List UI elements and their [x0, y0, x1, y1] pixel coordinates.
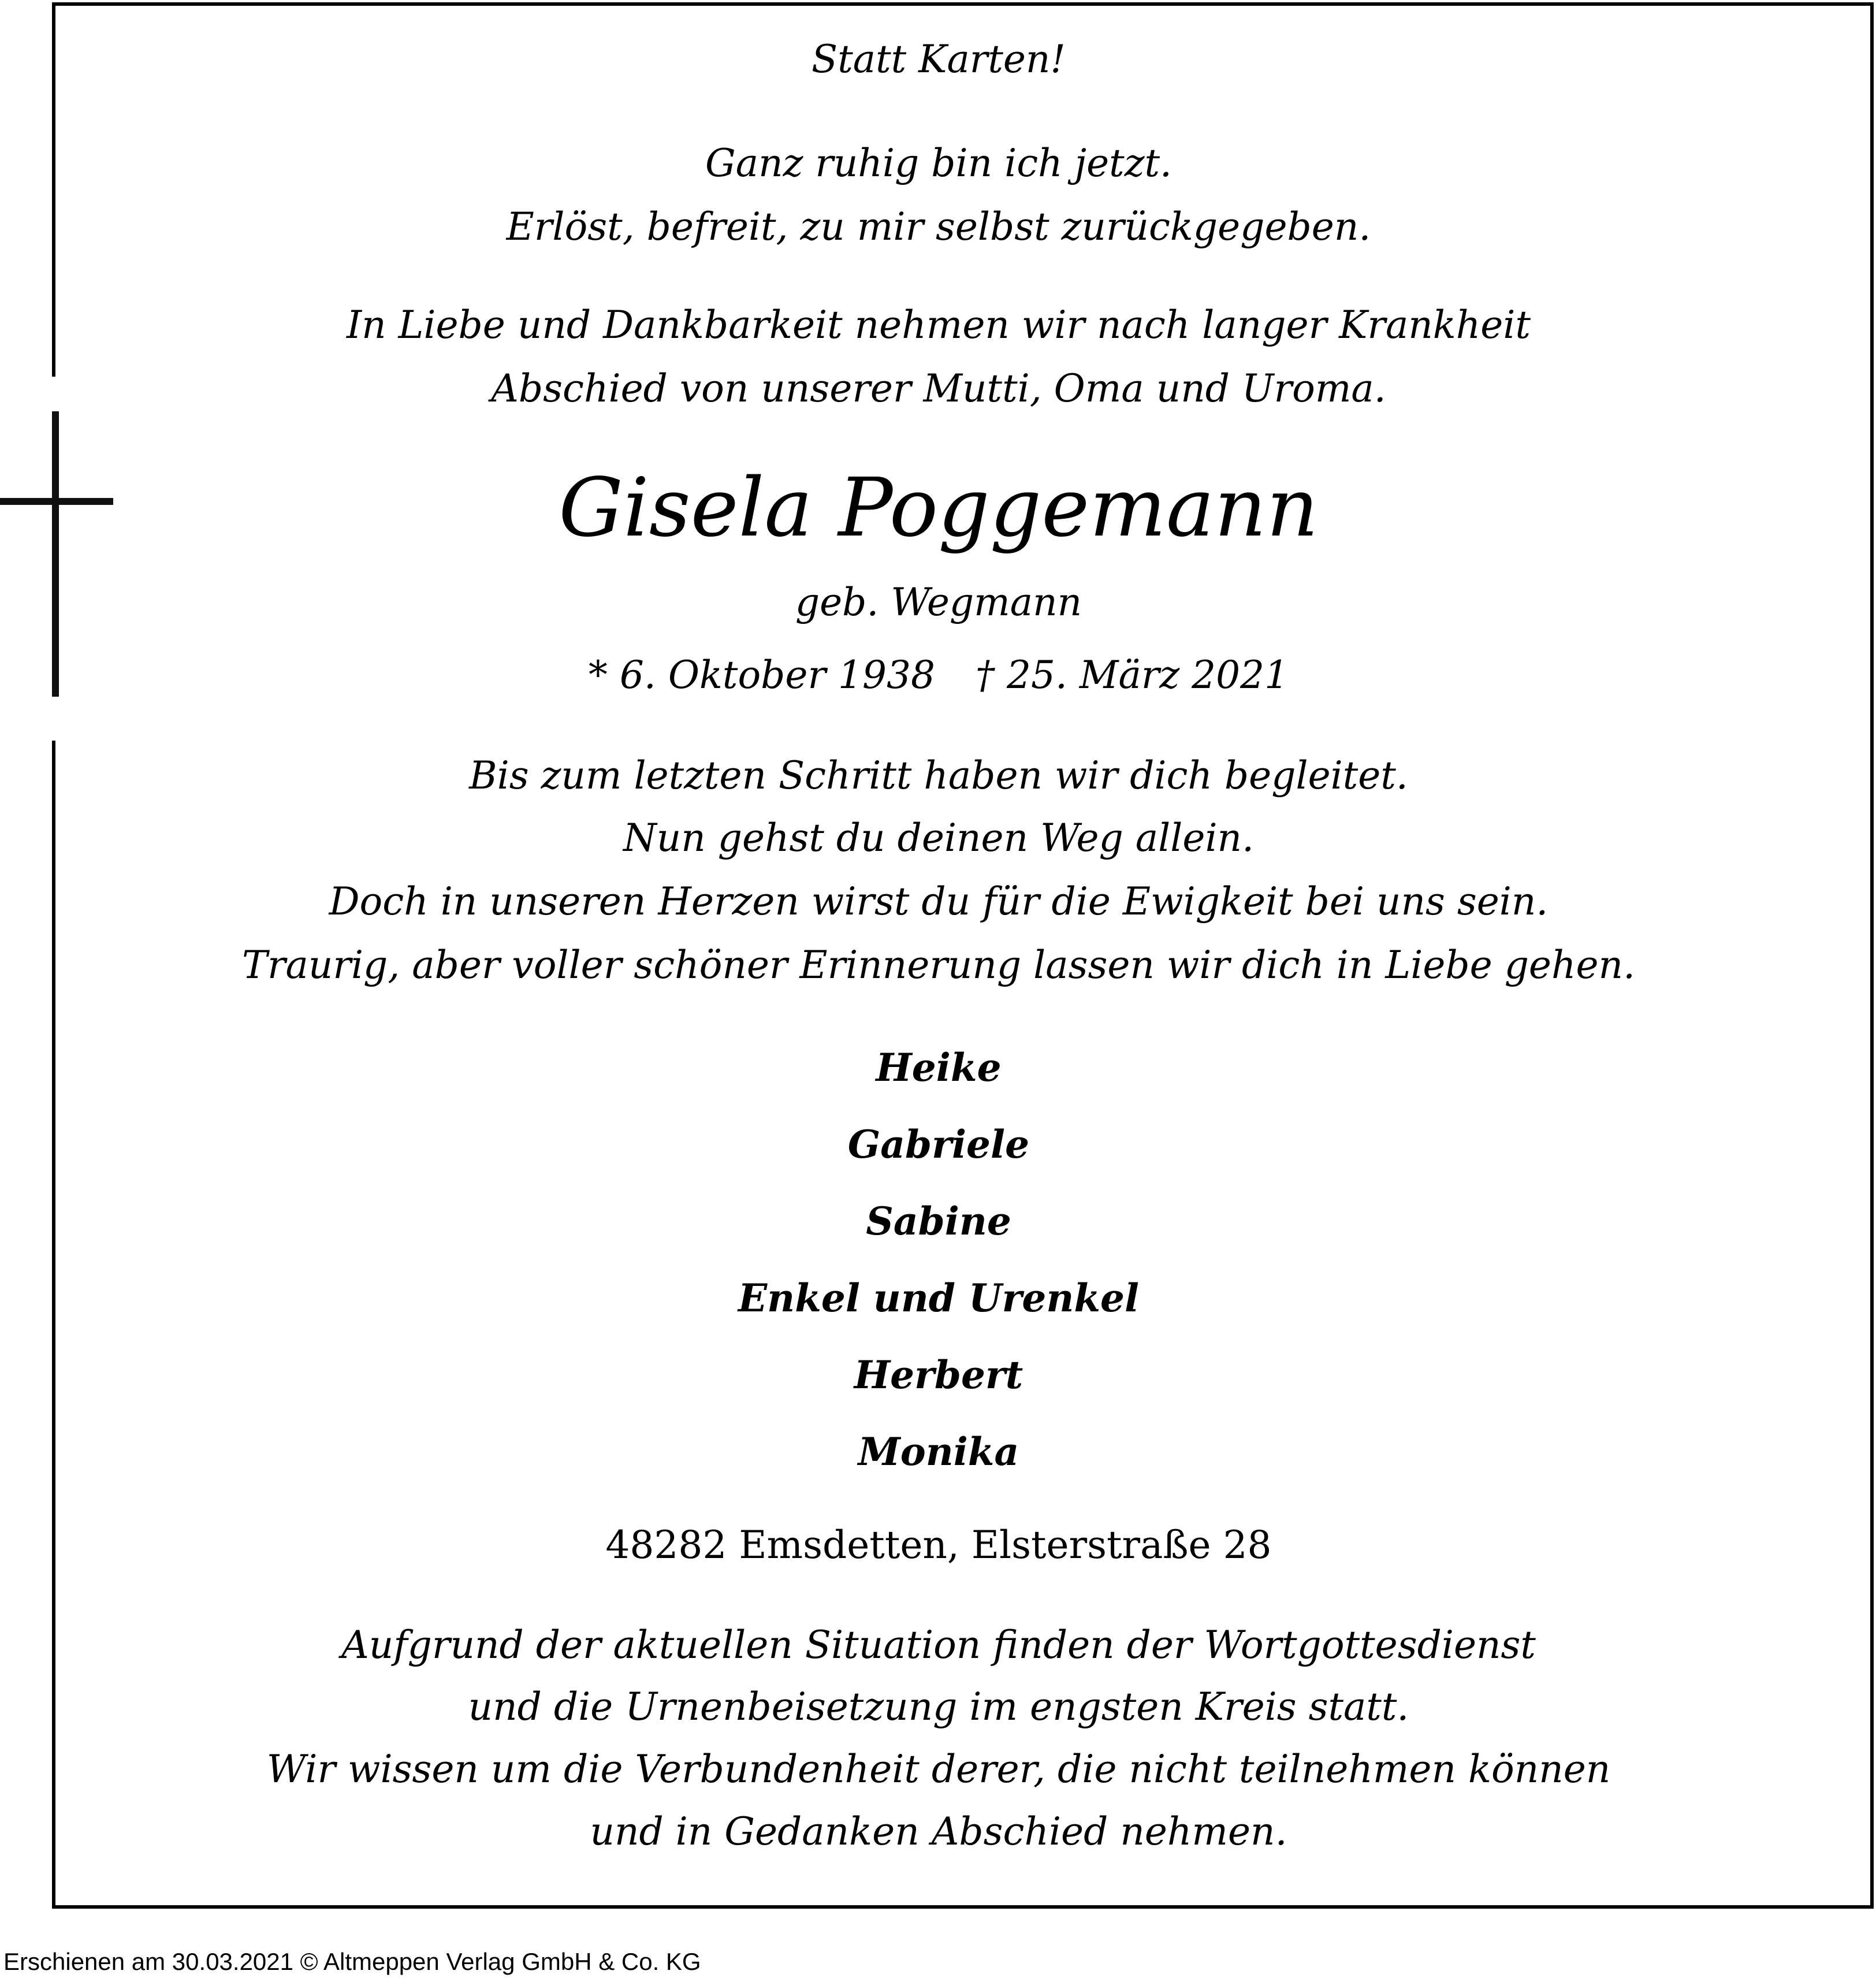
cross-vertical-bar — [52, 411, 59, 697]
frame-border-right — [1870, 2, 1874, 1909]
family-member: Gabriele — [847, 1122, 1030, 1167]
frame-border-left-upper — [52, 2, 55, 377]
closing-line-4: und in Gedanken Abschied nehmen. — [590, 1809, 1287, 1854]
frame-border-left-lower — [52, 741, 55, 1909]
family-member: Sabine — [866, 1199, 1011, 1244]
poem-top-line-2: Erlöst, befreit, zu mir selbst zurückgegeben. — [506, 205, 1371, 249]
closing-line-3: Wir wissen um die Verbundenheit derer, die nicht teilnehmen können — [266, 1747, 1611, 1791]
poem-bottom-line-1: Bis zum letzten Schritt haben wir dich begleitet. — [469, 753, 1408, 798]
poem-top-line-1: Ganz ruhig bin ich jetzt. — [705, 141, 1172, 185]
birth-name: geb. Wegmann — [795, 580, 1082, 624]
frame-border-top — [52, 2, 1874, 6]
family-member: Herbert — [854, 1352, 1023, 1397]
publication-credit: Erschienen am 30.03.2021 © Altmeppen Verlag GmbH & Co. KG — [3, 1948, 701, 1975]
cross-icon — [0, 411, 116, 697]
family-member: Enkel und Urenkel — [738, 1276, 1140, 1321]
deceased-name: Gisela Poggemann — [559, 461, 1319, 555]
frame-border-bottom — [52, 1905, 1874, 1909]
family-member: Monika — [858, 1429, 1019, 1474]
death-date: † 25. März 2021 — [975, 653, 1289, 697]
intro-line-1: In Liebe und Dankbarkeit nehmen wir nach langer Krankheit — [347, 303, 1531, 347]
closing-line-2: und die Urnenbeisetzung im engsten Kreis statt. — [468, 1685, 1409, 1729]
poem-bottom-line-2: Nun gehst du deinen Weg allein. — [623, 816, 1255, 860]
poem-bottom-line-4: Traurig, aber voller schöner Erinnerung lassen wir dich in Liebe gehen. — [241, 943, 1636, 987]
intro-line-2: Abschied von unserer Mutti, Oma und Uroma. — [491, 366, 1386, 411]
poem-bottom-line-3: Doch in unseren Herzen wirst du für die Ewigkeit bei uns sein. — [329, 879, 1549, 924]
address: 48282 Emsdetten, Elsterstraße 28 — [605, 1523, 1272, 1567]
birth-date: * 6. Oktober 1938 — [588, 653, 935, 697]
life-dates — [58, 653, 1819, 697]
family-member: Heike — [876, 1045, 1002, 1090]
closing-line-1: Aufgrund der aktuellen Situation finden der Wortgottesdienst — [341, 1623, 1536, 1667]
notice-header: Statt Karten! — [812, 37, 1066, 81]
